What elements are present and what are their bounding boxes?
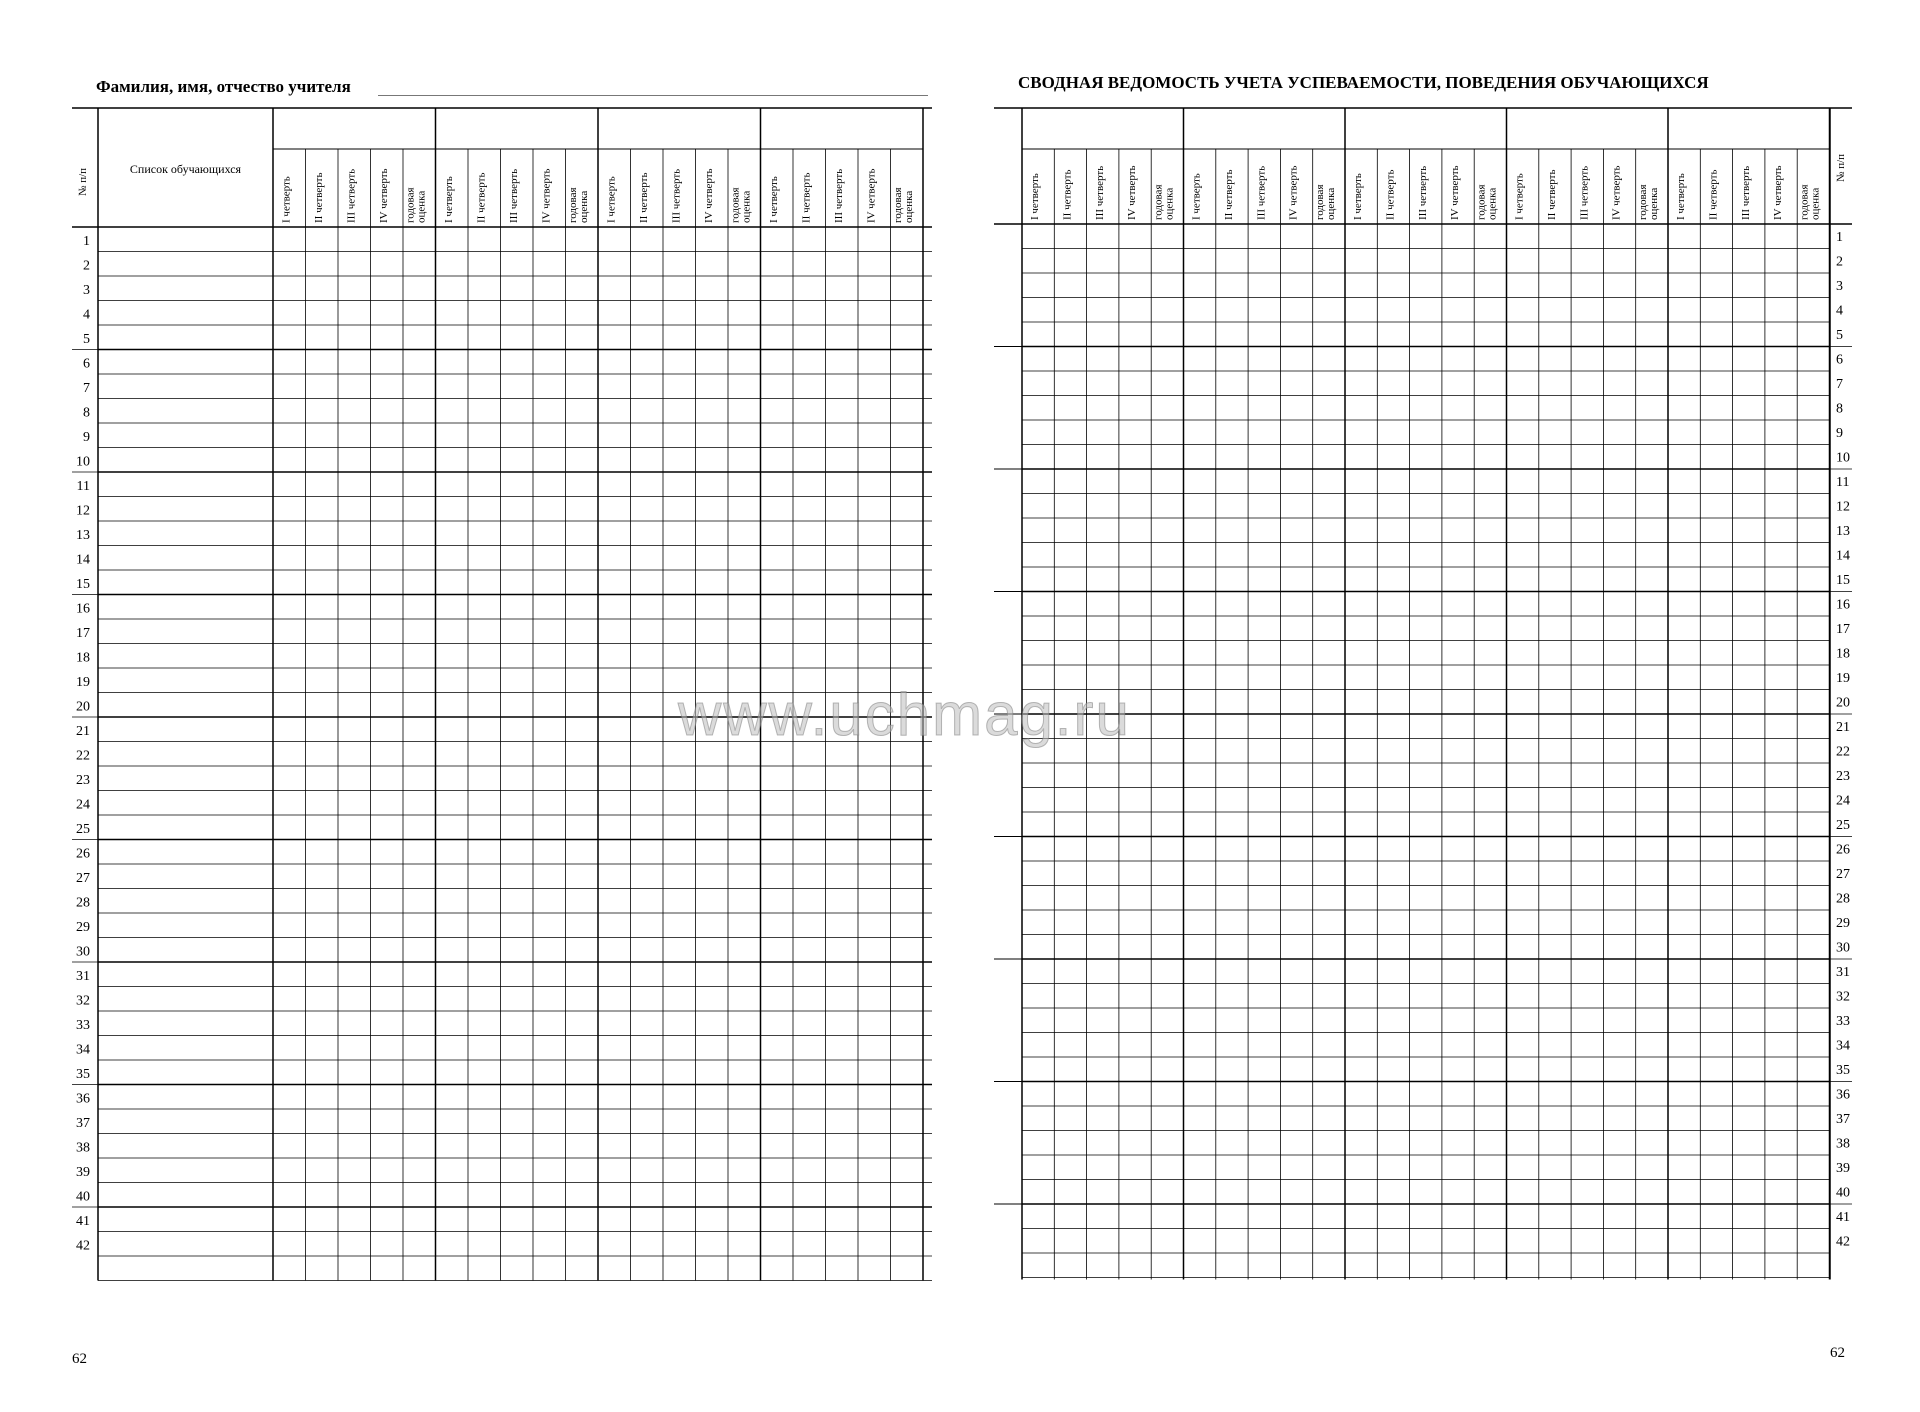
right-quarter-label-4: IV четверть bbox=[1610, 165, 1623, 220]
right-quarter-label-3: III четверть bbox=[1578, 165, 1591, 220]
left-row-number: 34 bbox=[76, 1042, 90, 1058]
left-page-number: 62 bbox=[72, 1351, 87, 1367]
left-row-number: 1 bbox=[83, 234, 90, 249]
left-row-number: 39 bbox=[76, 1165, 90, 1180]
right-quarter-label-3: III четверть bbox=[1255, 165, 1268, 220]
left-row-number: 21 bbox=[76, 724, 90, 739]
left-row-number: 8 bbox=[83, 405, 90, 421]
left-row-number: 12 bbox=[76, 503, 90, 519]
right-quarter-label-5-line2: оценка bbox=[1324, 187, 1337, 220]
right-row-number: 28 bbox=[1836, 891, 1850, 907]
right-row-number: 42 bbox=[1836, 1234, 1850, 1250]
right-quarter-label-2: II четверть bbox=[1545, 169, 1558, 220]
right-row-number: 6 bbox=[1836, 352, 1843, 368]
right-row-number: 23 bbox=[1836, 769, 1850, 784]
left-row-number: 9 bbox=[83, 430, 90, 445]
left-quarter-label-3: III четверть bbox=[507, 168, 520, 223]
right-row-number: 10 bbox=[1836, 450, 1850, 466]
left-quarter-label-5-line2: оценка bbox=[902, 190, 915, 223]
right-row-number: 3 bbox=[1836, 279, 1843, 294]
left-quarter-label-3: III четверть bbox=[670, 168, 683, 223]
left-row-number: 33 bbox=[76, 1018, 90, 1033]
left-row-number: 20 bbox=[76, 699, 90, 715]
right-row-number: 21 bbox=[1836, 720, 1850, 735]
left-quarter-label-5-line1: годовая bbox=[729, 187, 742, 223]
right-row-number: 35 bbox=[1836, 1063, 1850, 1078]
right-row-number: 2 bbox=[1836, 254, 1843, 270]
right-quarter-label-2: II четверть bbox=[1384, 169, 1397, 220]
right-quarter-label-1: I четверть bbox=[1675, 173, 1688, 220]
left-row-number: 32 bbox=[76, 993, 90, 1009]
left-row-number: 25 bbox=[76, 822, 90, 837]
right-row-number: 33 bbox=[1836, 1014, 1850, 1029]
right-row-number: 30 bbox=[1836, 940, 1850, 956]
left-row-number: 30 bbox=[76, 944, 90, 960]
left-row-number: 27 bbox=[76, 871, 90, 886]
left-row-number: 14 bbox=[76, 552, 90, 568]
right-row-number: 41 bbox=[1836, 1210, 1850, 1225]
right-row-number: 19 bbox=[1836, 671, 1850, 686]
right-row-number: 31 bbox=[1836, 965, 1850, 980]
left-row-number: 5 bbox=[83, 332, 90, 347]
left-row-number: 22 bbox=[76, 748, 90, 764]
right-quarter-label-3: III четверть bbox=[1093, 165, 1106, 220]
left-quarter-label-1: I четверть bbox=[442, 176, 455, 223]
right-row-number: 1 bbox=[1836, 230, 1843, 245]
right-row-number: 14 bbox=[1836, 548, 1850, 564]
right-row-number: 5 bbox=[1836, 328, 1843, 343]
right-quarter-label-5-line1: годовая bbox=[1798, 184, 1811, 220]
summary-title: СВОДНАЯ ВЕДОМОСТЬ УЧЕТА УСПЕВАЕМОСТИ, ПОВЕДЕНИЯ ОБУЧАЮЩИХСЯ bbox=[1018, 73, 1709, 92]
left-row-number: 41 bbox=[76, 1214, 90, 1229]
left-quarter-label-2: II четверть bbox=[312, 172, 325, 223]
left-row-number: 23 bbox=[76, 773, 90, 788]
right-row-number: 40 bbox=[1836, 1185, 1850, 1201]
right-row-number: 24 bbox=[1836, 793, 1850, 809]
right-quarter-label-5-line1: годовая bbox=[1313, 184, 1326, 220]
right-quarter-label-3: III четверть bbox=[1416, 165, 1429, 220]
left-row-number: 13 bbox=[76, 528, 90, 543]
left-row-number: 26 bbox=[76, 846, 90, 862]
left-row-number: 18 bbox=[76, 650, 90, 666]
right-row-number: 12 bbox=[1836, 499, 1850, 515]
left-row-number: 35 bbox=[76, 1067, 90, 1082]
left-quarter-label-2: II четверть bbox=[800, 172, 813, 223]
right-row-number: 38 bbox=[1836, 1136, 1850, 1152]
right-row-number: 17 bbox=[1836, 622, 1850, 637]
left-quarter-label-5-line1: годовая bbox=[566, 187, 579, 223]
right-page-number: 62 bbox=[1830, 1345, 1845, 1361]
left-quarter-label-2: II четверть bbox=[637, 172, 650, 223]
left-row-number: 17 bbox=[76, 626, 90, 641]
right-quarter-label-5-line2: оценка bbox=[1647, 187, 1660, 220]
left-quarter-label-4: IV четверть bbox=[540, 168, 553, 223]
right-row-number: 39 bbox=[1836, 1161, 1850, 1176]
right-quarter-label-5-line1: годовая bbox=[1636, 184, 1649, 220]
left-row-number: 15 bbox=[76, 577, 90, 592]
left-row-number: 7 bbox=[83, 381, 90, 396]
left-row-number: 36 bbox=[76, 1091, 90, 1107]
right-row-number: 37 bbox=[1836, 1112, 1850, 1127]
left-quarter-label-5-line2: оценка bbox=[415, 190, 428, 223]
left-row-number: 2 bbox=[83, 258, 90, 274]
right-quarter-label-3: III четверть bbox=[1739, 165, 1752, 220]
right-row-number: 4 bbox=[1836, 303, 1843, 319]
left-quarter-label-1: I четверть bbox=[280, 176, 293, 223]
left-quarter-label-3: III четверть bbox=[345, 168, 358, 223]
right-quarter-label-1: I четверть bbox=[1513, 173, 1526, 220]
right-quarter-label-5-line2: оценка bbox=[1486, 187, 1499, 220]
left-row-number: 42 bbox=[76, 1238, 90, 1254]
right-quarter-label-5-line2: оценка bbox=[1163, 187, 1176, 220]
left-quarter-label-5-line2: оценка bbox=[740, 190, 753, 223]
left-quarter-label-1: I четверть bbox=[767, 176, 780, 223]
right-row-number: 16 bbox=[1836, 597, 1850, 613]
teacher-name-label: Фамилия, имя, отчество учителя bbox=[96, 77, 351, 96]
right-quarter-label-4: IV четверть bbox=[1449, 165, 1462, 220]
watermark: www.uchmag.ru bbox=[678, 681, 1131, 748]
left-row-number: 3 bbox=[83, 283, 90, 298]
right-row-number: 20 bbox=[1836, 695, 1850, 711]
right-row-number: 36 bbox=[1836, 1087, 1850, 1103]
right-quarter-label-1: I четверть bbox=[1029, 173, 1042, 220]
left-row-number: 31 bbox=[76, 969, 90, 984]
right-quarter-label-1: I четверть bbox=[1352, 173, 1365, 220]
left-row-number: 38 bbox=[76, 1140, 90, 1156]
right-number-header: № п/п bbox=[1835, 153, 1847, 183]
right-row-number: 15 bbox=[1836, 573, 1850, 588]
right-quarter-label-5-line1: годовая bbox=[1152, 184, 1165, 220]
left-quarter-label-4: IV четверть bbox=[702, 168, 715, 223]
left-quarter-label-5-line1: годовая bbox=[891, 187, 904, 223]
right-quarter-label-4: IV четверть bbox=[1287, 165, 1300, 220]
right-row-number: 27 bbox=[1836, 867, 1850, 882]
right-quarter-label-2: II четверть bbox=[1707, 169, 1720, 220]
left-quarter-label-2: II четверть bbox=[475, 172, 488, 223]
left-row-number: 19 bbox=[76, 675, 90, 690]
right-quarter-label-2: II четверть bbox=[1222, 169, 1235, 220]
left-row-number: 37 bbox=[76, 1116, 90, 1131]
right-quarter-label-4: IV четверть bbox=[1126, 165, 1139, 220]
left-quarter-label-5-line1: годовая bbox=[404, 187, 417, 223]
left-quarter-label-1: I четверть bbox=[605, 176, 618, 223]
right-quarter-label-1: I четверть bbox=[1190, 173, 1203, 220]
left-quarter-label-4: IV четверть bbox=[377, 168, 390, 223]
right-row-number: 7 bbox=[1836, 377, 1843, 392]
left-row-number: 40 bbox=[76, 1189, 90, 1205]
left-row-number: 6 bbox=[83, 356, 90, 372]
right-row-number: 13 bbox=[1836, 524, 1850, 539]
left-quarter-label-4: IV четверть bbox=[865, 168, 878, 223]
left-row-number: 24 bbox=[76, 797, 90, 813]
right-row-number: 22 bbox=[1836, 744, 1850, 760]
left-row-number: 10 bbox=[76, 454, 90, 470]
left-row-number: 11 bbox=[76, 479, 90, 494]
left-row-number: 28 bbox=[76, 895, 90, 911]
right-row-number: 32 bbox=[1836, 989, 1850, 1005]
right-row-number: 9 bbox=[1836, 426, 1843, 441]
right-quarter-label-2: II четверть bbox=[1061, 169, 1074, 220]
left-quarter-label-5-line2: оценка bbox=[577, 190, 590, 223]
right-row-number: 18 bbox=[1836, 646, 1850, 662]
right-row-number: 34 bbox=[1836, 1038, 1850, 1054]
left-row-number: 4 bbox=[83, 307, 90, 323]
right-row-number: 26 bbox=[1836, 842, 1850, 858]
right-row-number: 8 bbox=[1836, 401, 1843, 417]
right-row-number: 29 bbox=[1836, 916, 1850, 931]
right-quarter-label-4: IV четверть bbox=[1772, 165, 1785, 220]
left-row-number: 16 bbox=[76, 601, 90, 617]
left-row-number: 29 bbox=[76, 920, 90, 935]
right-row-number: 11 bbox=[1836, 475, 1850, 490]
right-quarter-label-5-line2: оценка bbox=[1809, 187, 1822, 220]
right-quarter-label-5-line1: годовая bbox=[1475, 184, 1488, 220]
students-list-header: Список обучающихся bbox=[129, 162, 242, 176]
left-quarter-label-3: III четверть bbox=[832, 168, 845, 223]
right-row-number: 25 bbox=[1836, 818, 1850, 833]
left-number-header: № п/п bbox=[77, 167, 89, 197]
